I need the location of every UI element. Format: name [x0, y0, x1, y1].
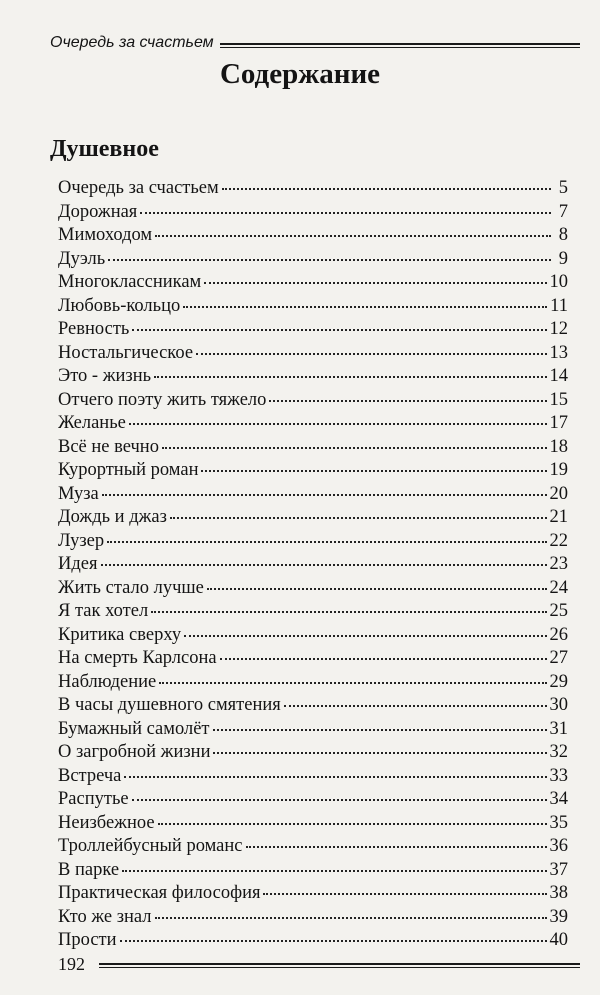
- toc-entry-page: 12: [549, 319, 568, 339]
- toc-entry-page: 33: [549, 765, 568, 786]
- toc-entry-title: Распутье: [58, 789, 129, 809]
- dot-leader: [124, 776, 546, 778]
- toc-entry-page: 31: [549, 718, 568, 739]
- dot-leader: [213, 729, 547, 731]
- toc-entry-page: 38: [549, 883, 568, 903]
- toc-entry-title: Я так хотел: [58, 601, 149, 621]
- toc-entry: [58, 460, 568, 484]
- toc-entry-page: 26: [549, 624, 568, 645]
- dot-leader: [101, 564, 547, 566]
- toc-entry-title: На смерть Карлсона: [58, 648, 217, 668]
- dot-leader: [132, 799, 547, 801]
- dot-leader: [246, 846, 547, 848]
- toc-entry: [58, 883, 568, 907]
- toc-entry-title: Всё не вечно: [58, 436, 159, 457]
- toc-entry-title: Отчего поэту жить тяжело: [58, 389, 267, 410]
- toc-entry-title: Наблюдение: [58, 671, 157, 692]
- page-title: Содержание: [219, 58, 381, 90]
- toc-entry-page: 24: [549, 577, 568, 598]
- toc-entry: [58, 413, 568, 437]
- toc-entry-title: Прости: [58, 930, 117, 950]
- dot-leader: [284, 705, 547, 707]
- toc-entry-title: Кто же знал: [58, 906, 152, 927]
- toc-entry: [58, 836, 568, 860]
- toc-entry-title: Мимоходом: [58, 225, 153, 245]
- toc-entry: [58, 531, 568, 555]
- toc-entry-title: Практическая философия: [58, 883, 261, 903]
- dot-leader: [170, 517, 547, 519]
- toc-entry-page: 36: [549, 836, 568, 856]
- toc-entry-title: Это - жизнь: [58, 366, 152, 386]
- dot-leader: [204, 282, 546, 284]
- toc-entry-title: Дуэль: [58, 248, 106, 269]
- running-header: [50, 30, 580, 56]
- toc-entry: [58, 554, 568, 578]
- dot-leader: [140, 212, 551, 214]
- toc-entry: [58, 366, 568, 390]
- toc-entry-page: 10: [549, 272, 568, 292]
- toc-entry: [58, 672, 568, 696]
- toc-entry-page: 37: [549, 859, 568, 880]
- dot-leader: [151, 611, 546, 613]
- toc-entry-title: В часы душевного смятения: [58, 695, 281, 715]
- toc-entry-page: 15: [549, 389, 568, 410]
- toc-entry-title: Встреча: [58, 765, 122, 786]
- footer-rule: [99, 963, 580, 968]
- toc-entry-page: 14: [549, 366, 568, 386]
- toc-entry: [58, 789, 568, 813]
- toc-entry-title: Жить стало лучше: [58, 577, 204, 598]
- toc-entry-title: Идея: [58, 554, 98, 574]
- toc-entry-title: Лузер: [58, 530, 105, 551]
- toc-entry: [58, 343, 568, 367]
- dot-leader: [184, 635, 546, 637]
- toc-entry-page: 34: [549, 789, 568, 809]
- dot-leader: [222, 188, 551, 190]
- toc-entry: [58, 930, 568, 954]
- toc-entry: [58, 625, 568, 649]
- toc-entry: [58, 648, 568, 672]
- dot-leader: [129, 423, 547, 425]
- toc-entry-title: Ностальгическое: [58, 342, 194, 363]
- toc-entry-title: Ревность: [58, 319, 130, 339]
- dot-leader: [183, 306, 547, 308]
- toc-entry: [58, 695, 568, 719]
- toc-entry: [58, 249, 568, 273]
- toc-entry-page: 8: [558, 225, 568, 245]
- toc-entry: [58, 813, 568, 837]
- toc-entry-title: Любовь-кольцо: [58, 295, 181, 316]
- toc-entry-page: 35: [549, 812, 568, 833]
- dot-leader: [269, 400, 546, 402]
- page-footer: [58, 954, 580, 975]
- toc-entry: [58, 484, 568, 508]
- toc-entry-title: Дорожная: [58, 201, 138, 222]
- toc-entry-title: Неизбежное: [58, 812, 155, 833]
- toc-entry: [58, 507, 568, 531]
- dot-leader: [263, 893, 546, 895]
- toc-entry-page: 21: [549, 507, 568, 527]
- toc-entry: [58, 272, 568, 296]
- toc-entry: [58, 225, 568, 249]
- toc-entry-title: Очередь за счастьем: [58, 178, 219, 198]
- dot-leader: [108, 259, 551, 261]
- dot-leader: [220, 658, 547, 660]
- dot-leader: [213, 752, 546, 754]
- toc-entry-page: 30: [549, 695, 568, 715]
- toc-entry-page: 22: [549, 530, 568, 551]
- toc-entry: [58, 907, 568, 931]
- toc-entry-page: 25: [549, 601, 568, 621]
- toc-entry-title: Курортный роман: [58, 460, 199, 480]
- toc-entry: [58, 319, 568, 343]
- dot-leader: [159, 682, 546, 684]
- dot-leader: [162, 447, 547, 449]
- toc-entry-page: 7: [558, 201, 568, 222]
- toc-entry-page: 13: [549, 342, 568, 363]
- dot-leader: [120, 940, 547, 942]
- toc-entry: [58, 178, 568, 202]
- toc-entry-page: 20: [549, 483, 568, 504]
- toc-entry-title: О загробной жизни: [58, 742, 211, 762]
- toc-entry-title: Многоклассникам: [58, 272, 202, 292]
- toc-entry-title: Троллейбусный романс: [58, 836, 243, 856]
- table-of-contents: [58, 178, 568, 954]
- dot-leader: [154, 376, 546, 378]
- toc-entry: [58, 578, 568, 602]
- page-number: 192: [58, 954, 85, 974]
- toc-entry: [58, 296, 568, 320]
- dot-leader: [207, 588, 547, 590]
- toc-entry-page: 39: [549, 906, 568, 927]
- dot-leader: [132, 329, 546, 331]
- toc-entry: [58, 742, 568, 766]
- dot-leader: [107, 541, 546, 543]
- dot-leader: [122, 870, 546, 872]
- toc-entry-page: 5: [558, 178, 568, 198]
- dot-leader: [102, 494, 547, 496]
- toc-entry: [58, 437, 568, 461]
- toc-entry-title: Критика сверху: [58, 624, 182, 645]
- toc-entry-page: 32: [549, 742, 568, 762]
- dot-leader: [201, 470, 546, 472]
- toc-entry-title: Желанье: [58, 413, 126, 433]
- toc-entry-page: 40: [549, 930, 568, 950]
- toc-entry-title: Бумажный самолёт: [58, 718, 210, 739]
- toc-entry: [58, 719, 568, 743]
- toc-entry: [58, 202, 568, 226]
- toc-entry-title: Дождь и джаз: [58, 507, 167, 527]
- toc-entry: [58, 601, 568, 625]
- toc-entry-page: 17: [549, 413, 568, 433]
- toc-entry-page: 27: [549, 648, 568, 668]
- dot-leader: [155, 235, 551, 237]
- toc-entry-title: В парке: [58, 859, 120, 880]
- toc-entry-page: 11: [550, 295, 568, 316]
- dot-leader: [155, 917, 547, 919]
- toc-entry-page: 29: [549, 671, 568, 692]
- dot-leader: [158, 823, 547, 825]
- toc-entry-page: 19: [549, 460, 568, 480]
- dot-leader: [196, 353, 546, 355]
- toc-entry-page: 18: [549, 436, 568, 457]
- running-title: Очередь за счастьем: [50, 34, 214, 51]
- header-rule: [220, 43, 580, 48]
- toc-entry-title: Муза: [58, 483, 99, 504]
- toc-entry-page: 23: [549, 554, 568, 574]
- toc-entry: [58, 390, 568, 414]
- toc-entry: [58, 766, 568, 790]
- toc-entry: [58, 860, 568, 884]
- toc-entry-page: 9: [558, 248, 568, 269]
- section-title: Душевное: [50, 136, 159, 162]
